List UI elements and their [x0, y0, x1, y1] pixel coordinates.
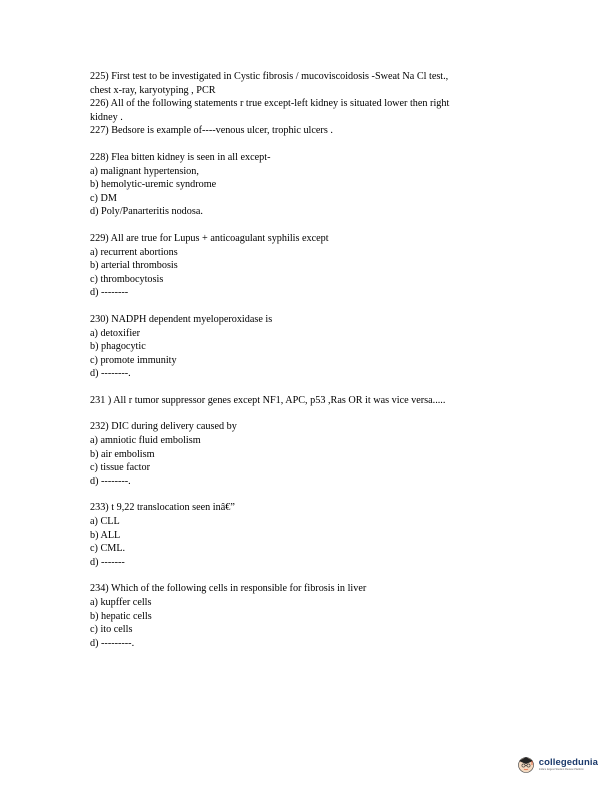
question-block-231 — [90, 394, 530, 408]
option-c: c) DM — [90, 192, 117, 204]
option-d: d) ------- — [90, 556, 125, 568]
option-d: d) ---------. — [90, 637, 135, 649]
option-b: b) ALL — [90, 529, 121, 541]
question-block-232 — [90, 420, 530, 488]
question-block-230 — [90, 313, 530, 381]
option-b: b) hepatic cells — [90, 610, 152, 622]
question-text: 228) Flea bitten kidney is seen in all except- — [90, 151, 271, 163]
question-text: 231 ) All r tumor suppressor genes except NF1, APC, p53 ,Ras OR it was vice versa..... — [90, 394, 446, 406]
option-d: d) Poly/Panarteritis nodosa. — [90, 206, 203, 218]
text-line: kidney . — [90, 111, 123, 123]
text-line: chest x-ray, karyotyping , PCR — [90, 84, 216, 96]
student-mascot-icon — [516, 754, 536, 774]
question-block-229 — [90, 232, 530, 300]
brand-tagline: India's largest Student Review Platform — [538, 768, 584, 771]
document-page — [90, 70, 530, 663]
question-block-233 — [90, 501, 530, 569]
question-block-225-227 — [90, 70, 530, 138]
option-b: b) air embolism — [90, 448, 155, 460]
option-a: a) malignant hypertension, — [90, 165, 199, 177]
question-block-234 — [90, 582, 530, 650]
option-b: b) arterial thrombosis — [90, 260, 178, 272]
option-d: d) --------. — [90, 475, 131, 487]
option-a: a) detoxifier — [90, 327, 141, 339]
question-text: 234) Which of the following cells in responsible for fibrosis in liver — [90, 583, 367, 595]
option-b: b) hemolytic-uremic syndrome — [90, 179, 217, 191]
option-a: a) recurrent abortions — [90, 246, 178, 258]
option-b: b) phagocytic — [90, 341, 146, 353]
option-d: d) -------- — [90, 287, 129, 299]
option-a: a) amniotic fluid embolism — [90, 435, 201, 447]
question-text: 230) NADPH dependent myeloperoxidase is — [90, 313, 273, 325]
question-text: 232) DIC during delivery caused by — [90, 421, 237, 433]
question-text: 229) All are true for Lupus + anticoagulant syphilis except — [90, 232, 329, 244]
question-block-228 — [90, 151, 530, 219]
option-c: c) promote immunity — [90, 354, 177, 366]
collegedunia-logo[interactable] — [516, 754, 598, 774]
text-line: 226) All of the following statements r true except-left kidney is situated lower then right — [90, 98, 450, 110]
option-a: a) kupffer cells — [90, 597, 152, 608]
option-c: c) CML. — [90, 543, 126, 555]
text-line: 227) Bedsore is example of----venous ulcer, trophic ulcers . — [90, 125, 333, 137]
option-c: c) tissue factor — [90, 462, 150, 474]
text-line: 225) First test to be investigated in Cystic fibrosis / mucoviscoidosis -Sweat Na Cl test., — [90, 71, 449, 82]
option-d: d) --------. — [90, 368, 131, 380]
question-text: 233) t 9,22 translocation seen inâ€” — [90, 502, 235, 514]
option-c: c) thrombocytosis — [90, 273, 164, 285]
option-c: c) ito cells — [90, 624, 133, 636]
option-a: a) CLL — [90, 516, 120, 528]
brand-name: collegedunia — [538, 757, 598, 768]
